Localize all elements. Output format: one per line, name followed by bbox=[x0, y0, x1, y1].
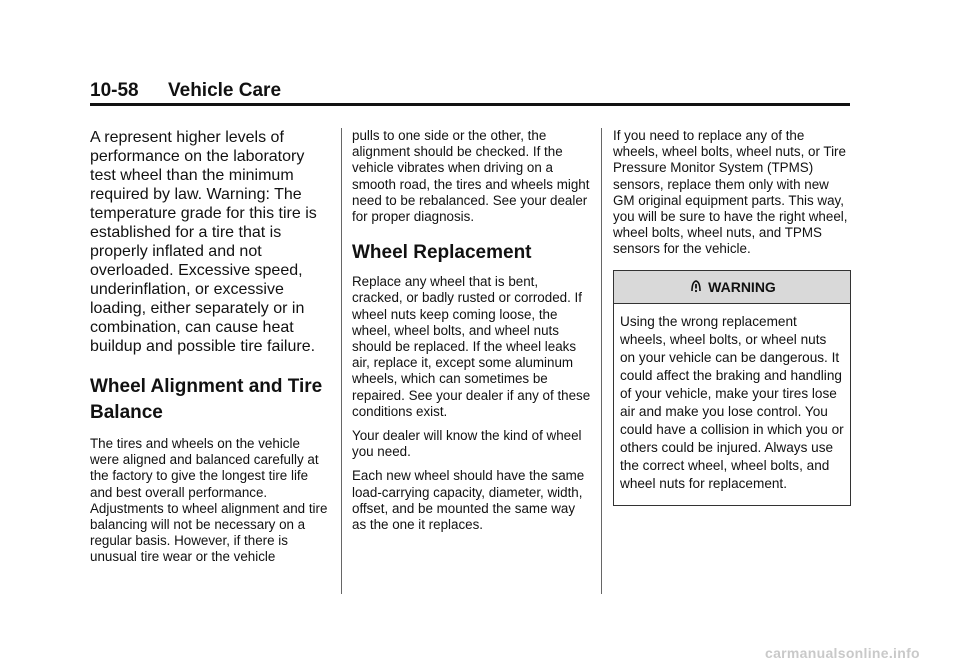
section-heading-alignment: Wheel Alignment and Tire Balance bbox=[90, 376, 323, 423]
lead-paragraph: A represent higher levels of performance on the laboratory test wheel than the minimum required by law. Warning: The temperature grade for this tire is established for a tire that is properly inflated and not overloaded. Excessive speed, underinflation, or excessive loading, either separately or in combination, can cause heat buildup and possible tire failure. bbox=[90, 129, 317, 355]
body-paragraph: Each new wheel should have the same load-carrying capacity, diameter, width, offset, and be mounted the same way as the one it replaces. bbox=[352, 468, 585, 533]
header-rule bbox=[90, 103, 850, 106]
column-2 bbox=[352, 128, 592, 541]
watermark: carmanualsonline.info bbox=[765, 645, 920, 661]
warning-text: Using the wrong replacement wheels, wheel bolts, or wheel nuts on your vehicle can be dangerous. It could affect the braking and handling of your vehicle, make your tires lose air and make you lose control. You could have a collision in which you or others could be injured. Always use the correct wheel, wheel bolts, and wheel nuts for replacement. bbox=[620, 313, 844, 491]
body-paragraph: The tires and wheels on the vehicle were aligned and balanced carefully at the factory to give the longest tire life and best overall performance. Adjustments to wheel alignment and tire balancing will not be necessary on a regular basis. However, if there is unusual tire wear or the vehicle bbox=[90, 436, 328, 565]
column-1 bbox=[90, 128, 330, 574]
page-header bbox=[90, 80, 850, 102]
section-heading-replacement: Wheel Replacement bbox=[352, 242, 532, 264]
warning-icon bbox=[688, 279, 704, 295]
column-divider bbox=[341, 128, 342, 594]
warning-header bbox=[614, 271, 850, 304]
continued-paragraph: pulls to one side or the other, the alignment should be checked. If the vehicle vibrates when driving on a smooth road, the tires and wheels might need to be rebalanced. See your dealer for proper diagnosis. bbox=[352, 128, 590, 225]
column-3 bbox=[613, 128, 851, 506]
warning-box bbox=[613, 270, 851, 506]
column-divider bbox=[601, 128, 602, 594]
page-number: 10-58 bbox=[90, 80, 139, 101]
body-paragraph: If you need to replace any of the wheels, wheel bolts, wheel nuts, or Tire Pressure Monitor System (TPMS) sensors, replace them only with new GM original equipment parts. This way, you will be sure to have the right wheel, wheel bolts, wheel nuts, and TPMS sensors for the vehicle. bbox=[613, 128, 848, 257]
body-paragraph: Replace any wheel that is bent, cracked, or badly rusted or corroded. If wheel nuts keep coming loose, the wheel, wheel bolts, and wheel nuts should be replaced. If the wheel leaks air, replace it, except some aluminum wheels, which can sometimes be repaired. See your dealer if any of these conditions exist. bbox=[352, 274, 591, 419]
warning-title: WARNING bbox=[708, 278, 776, 295]
section-title: Vehicle Care bbox=[168, 80, 282, 101]
body-paragraph: Your dealer will know the kind of wheel you need. bbox=[352, 428, 582, 460]
